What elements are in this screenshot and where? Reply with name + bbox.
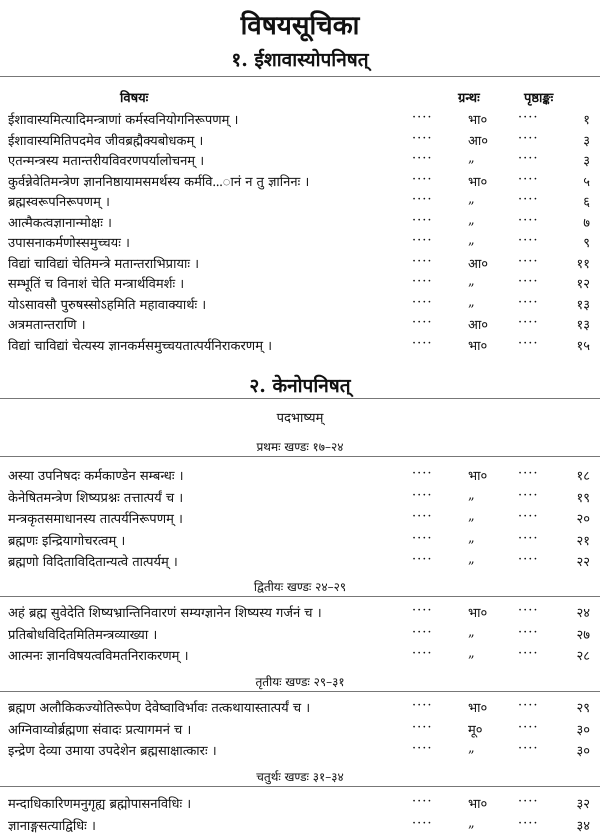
leader-dots: ···· — [412, 741, 433, 756]
page-number: १३ — [576, 318, 590, 333]
page-number: ३४ — [576, 818, 590, 834]
leader-dots: ···· — [412, 719, 433, 735]
source-abbrev: „ — [468, 192, 475, 207]
index-row — [0, 603, 600, 623]
leader-dots: ···· — [412, 171, 433, 187]
leader-dots: ···· — [412, 212, 433, 228]
source-abbrev: „ — [468, 741, 475, 756]
page-number: ३ — [583, 154, 590, 169]
column-header-subject: विषयः — [120, 91, 149, 106]
source-abbrev: „ — [468, 552, 475, 567]
source-abbrev: „ — [468, 815, 475, 831]
page-number: १ — [583, 113, 590, 128]
source-abbrev: „ — [468, 509, 475, 524]
index-row — [0, 172, 600, 192]
leader-dots: ···· — [518, 335, 539, 351]
leader-dots: ···· — [412, 603, 433, 618]
divider — [0, 76, 600, 77]
entry-text: आत्मनः ज्ञानविषयत्वविमतनिराकरणम् । — [8, 649, 189, 664]
source-abbrev: „ — [468, 151, 475, 166]
leader-dots: ···· — [518, 315, 539, 330]
source-abbrev: „ — [468, 294, 475, 310]
leader-dots: ···· — [518, 130, 539, 146]
leader-dots: ···· — [518, 552, 539, 567]
leader-dots: ···· — [412, 530, 433, 546]
leader-dots: ···· — [518, 110, 539, 125]
index-row — [0, 315, 600, 335]
entry-text: अग्निवाय्वोर्ब्रह्मणा संवादः प्रत्यागमनं च । — [8, 722, 192, 738]
page-number: १९ — [576, 490, 590, 506]
index-row — [0, 295, 600, 315]
index-row — [0, 531, 600, 551]
leader-dots: ···· — [518, 624, 539, 640]
index-row — [0, 192, 600, 212]
index-row — [0, 151, 600, 171]
column-header-page: पृष्ठाङ्कः — [524, 91, 554, 106]
index-row — [0, 488, 600, 508]
index-row — [0, 336, 600, 356]
index-row — [0, 625, 600, 645]
entry-text: अहं ब्रह्म सुवेदेति शिष्यभ्रान्तिनिवारणं सम्यग्ज्ञानेन शिष्यस्य गर्जनं च । — [8, 606, 322, 621]
leader-dots: ···· — [412, 294, 433, 310]
section-1-heading: १. ईशावास्योपनिषत् — [231, 49, 369, 71]
leader-dots: ···· — [412, 487, 433, 503]
index-row — [0, 816, 600, 836]
entry-text: योऽसावसौ पुरुषस्सोऽहमिति महावाक्यार्थः । — [8, 297, 207, 313]
entry-text: ब्रह्मण अलौकिकज्योतिरूपेण देवेष्वाविर्भावः तत्कथायास्तात्पर्यं च । — [8, 701, 311, 716]
page-number: १५ — [576, 338, 590, 354]
leader-dots: ···· — [412, 698, 433, 713]
entry-text: ज्ञानाङ्गसत्याद्विधिः । — [8, 818, 96, 834]
source-abbrev: „ — [468, 624, 475, 640]
leader-dots: ···· — [518, 603, 539, 618]
entry-text: उपासनाकर्मणोस्समुच्चयः । — [8, 236, 130, 251]
divider — [0, 398, 600, 399]
leader-dots: ···· — [412, 130, 433, 146]
divider — [0, 596, 600, 597]
entry-text: केनेषितमन्त्रेण शिष्यप्रश्नः तत्तात्पर्यं च । — [8, 490, 184, 506]
leader-dots: ···· — [412, 815, 433, 831]
page-number: २९ — [576, 701, 590, 716]
divider — [0, 786, 600, 787]
index-row — [0, 131, 600, 151]
index-row — [0, 552, 600, 572]
index-row — [0, 274, 600, 294]
leader-dots: ···· — [518, 698, 539, 713]
leader-dots: ···· — [518, 151, 539, 166]
leader-dots: ···· — [518, 192, 539, 207]
page-number: ३० — [576, 722, 590, 738]
leader-dots: ···· — [412, 253, 433, 269]
section-2-subheading: पदभाष्यम् — [276, 411, 324, 426]
source-abbrev: „ — [468, 212, 475, 228]
leader-dots: ···· — [518, 233, 539, 248]
page-number: २१ — [576, 533, 590, 549]
entry-text: अत्रमतान्तराणि । — [8, 318, 86, 333]
source-abbrev: भा० — [468, 113, 488, 128]
source-abbrev: मू० — [468, 722, 483, 738]
leader-dots: ···· — [518, 294, 539, 310]
source-abbrev: भा० — [468, 701, 488, 716]
page-number: ६ — [583, 195, 590, 210]
column-header-source: ग्रन्थः — [458, 91, 480, 106]
page-number: २० — [576, 512, 590, 527]
index-row — [0, 720, 600, 740]
entry-text: ब्रह्मणो विदिताविदितान्यत्वे तात्पर्यम् । — [8, 555, 178, 570]
page-number: ९ — [583, 236, 590, 251]
page-number: १३ — [576, 297, 590, 313]
divider — [0, 691, 600, 692]
divider — [0, 456, 600, 457]
leader-dots: ···· — [412, 624, 433, 640]
khanda-1-label: प्रथमः खण्डः १७–२४ — [256, 440, 344, 454]
page-number: ५ — [583, 174, 590, 190]
entry-text: विद्यां चाविद्यां चेत्यस्य ज्ञानकर्मसमुच्चयतात्पर्यनिराकरणम् । — [8, 338, 273, 354]
leader-dots: ···· — [518, 253, 539, 269]
index-row — [0, 466, 600, 486]
entry-text: ईशावास्यमितिपदमेव जीवब्रह्मैक्यबोधकम् । — [8, 133, 204, 149]
source-abbrev: „ — [468, 530, 475, 546]
leader-dots: ···· — [412, 335, 433, 351]
page-number: २२ — [576, 555, 590, 570]
entry-text: अस्या उपनिषदः कर्मकाण्डेन सम्बन्धः । — [8, 469, 184, 484]
source-abbrev: भा० — [468, 174, 488, 190]
source-abbrev: आ० — [468, 318, 489, 333]
leader-dots: ···· — [518, 815, 539, 831]
leader-dots: ···· — [518, 794, 539, 809]
page-number: ११ — [576, 256, 590, 272]
entry-text: इन्द्रेण देव्या उमाया उपदेशेन ब्रह्मसाक्षात्कारः । — [8, 744, 217, 759]
leader-dots: ···· — [412, 151, 433, 166]
leader-dots: ···· — [518, 741, 539, 756]
index-row — [0, 213, 600, 233]
leader-dots: ···· — [518, 466, 539, 481]
source-abbrev: भा० — [468, 338, 488, 354]
entry-text: प्रतिबोधविदितमितिमन्त्रव्याख्या । — [8, 627, 158, 643]
index-row — [0, 233, 600, 253]
leader-dots: ···· — [412, 315, 433, 330]
entry-text: मन्दाधिकारिणमनुगृह्य ब्रह्मोपासनविधिः । — [8, 797, 192, 812]
source-abbrev: आ० — [468, 256, 489, 272]
entry-text: विद्यां चाविद्यां चेतिमन्त्रे मतान्तराभिप्रायाः । — [8, 256, 200, 272]
leader-dots: ···· — [412, 110, 433, 125]
source-abbrev: „ — [468, 274, 475, 289]
page-number: ७ — [583, 215, 590, 231]
leader-dots: ···· — [518, 530, 539, 546]
page-number: १२ — [576, 277, 590, 292]
page-number: ३० — [576, 744, 590, 759]
page-number: ३ — [583, 133, 590, 149]
leader-dots: ···· — [518, 719, 539, 735]
page-title: विषयसूचिका — [240, 11, 360, 41]
page-number: ३२ — [576, 797, 590, 812]
index-row — [0, 698, 600, 718]
khanda-2-label: द्वितीयः खण्डः २४–२९ — [253, 580, 347, 594]
leader-dots: ···· — [518, 509, 539, 524]
leader-dots: ···· — [518, 646, 539, 661]
source-abbrev: भा० — [468, 797, 488, 812]
source-abbrev: भा० — [468, 606, 488, 621]
entry-text: ब्रह्मणः इन्द्रियागोचरत्वम् । — [8, 533, 126, 549]
source-abbrev: „ — [468, 233, 475, 248]
leader-dots: ···· — [412, 192, 433, 207]
page-number: २८ — [576, 649, 590, 664]
leader-dots: ···· — [412, 509, 433, 524]
page-number: १८ — [576, 469, 590, 484]
khanda-4-label: चतुर्थः खण्डः ३१–३४ — [256, 770, 344, 784]
leader-dots: ···· — [412, 552, 433, 567]
leader-dots: ···· — [518, 171, 539, 187]
entry-text: ब्रह्मस्वरूपनिरूपणम् । — [8, 195, 110, 210]
source-abbrev: „ — [468, 646, 475, 661]
leader-dots: ···· — [518, 487, 539, 503]
khanda-3-label: तृतीयः खण्डः २९–३१ — [255, 675, 345, 689]
index-row — [0, 110, 600, 130]
entry-text: मन्त्रकृतसमाधानस्य तात्पर्यनिरूपणम् । — [8, 512, 183, 527]
leader-dots: ···· — [412, 233, 433, 248]
entry-text: ईशावास्यमित्यादिमन्त्राणां कर्मस्वनियोगनिरूपणम् । — [8, 113, 239, 128]
leader-dots: ···· — [518, 212, 539, 228]
page-number: २७ — [576, 627, 590, 643]
index-row — [0, 509, 600, 529]
index-row — [0, 254, 600, 274]
leader-dots: ···· — [412, 466, 433, 481]
index-row — [0, 741, 600, 761]
leader-dots: ···· — [518, 274, 539, 289]
source-abbrev: „ — [468, 487, 475, 503]
entry-text: कुर्वन्नेवेतिमन्त्रेण ज्ञाननिष्ठायामसमर्थस्य कर्मवि…ानं न तु ज्ञानिनः । — [8, 174, 310, 190]
leader-dots: ···· — [412, 794, 433, 809]
index-row — [0, 646, 600, 666]
index-row — [0, 794, 600, 814]
entry-text: आत्मैकत्वज्ञानान्मोक्षः । — [8, 215, 112, 231]
entry-text: सम्भूतिं च विनाशं चेति मन्त्रार्थविमर्शः । — [8, 277, 185, 292]
source-abbrev: आ० — [468, 133, 489, 149]
leader-dots: ···· — [412, 646, 433, 661]
entry-text: एतन्मन्त्रस्य मतान्तरीयविवरणपर्यालोचनम् । — [8, 154, 205, 169]
source-abbrev: भा० — [468, 469, 488, 484]
page-number: २४ — [576, 606, 590, 621]
section-2-heading: २. केनोपनिषत् — [249, 375, 351, 397]
leader-dots: ···· — [412, 274, 433, 289]
